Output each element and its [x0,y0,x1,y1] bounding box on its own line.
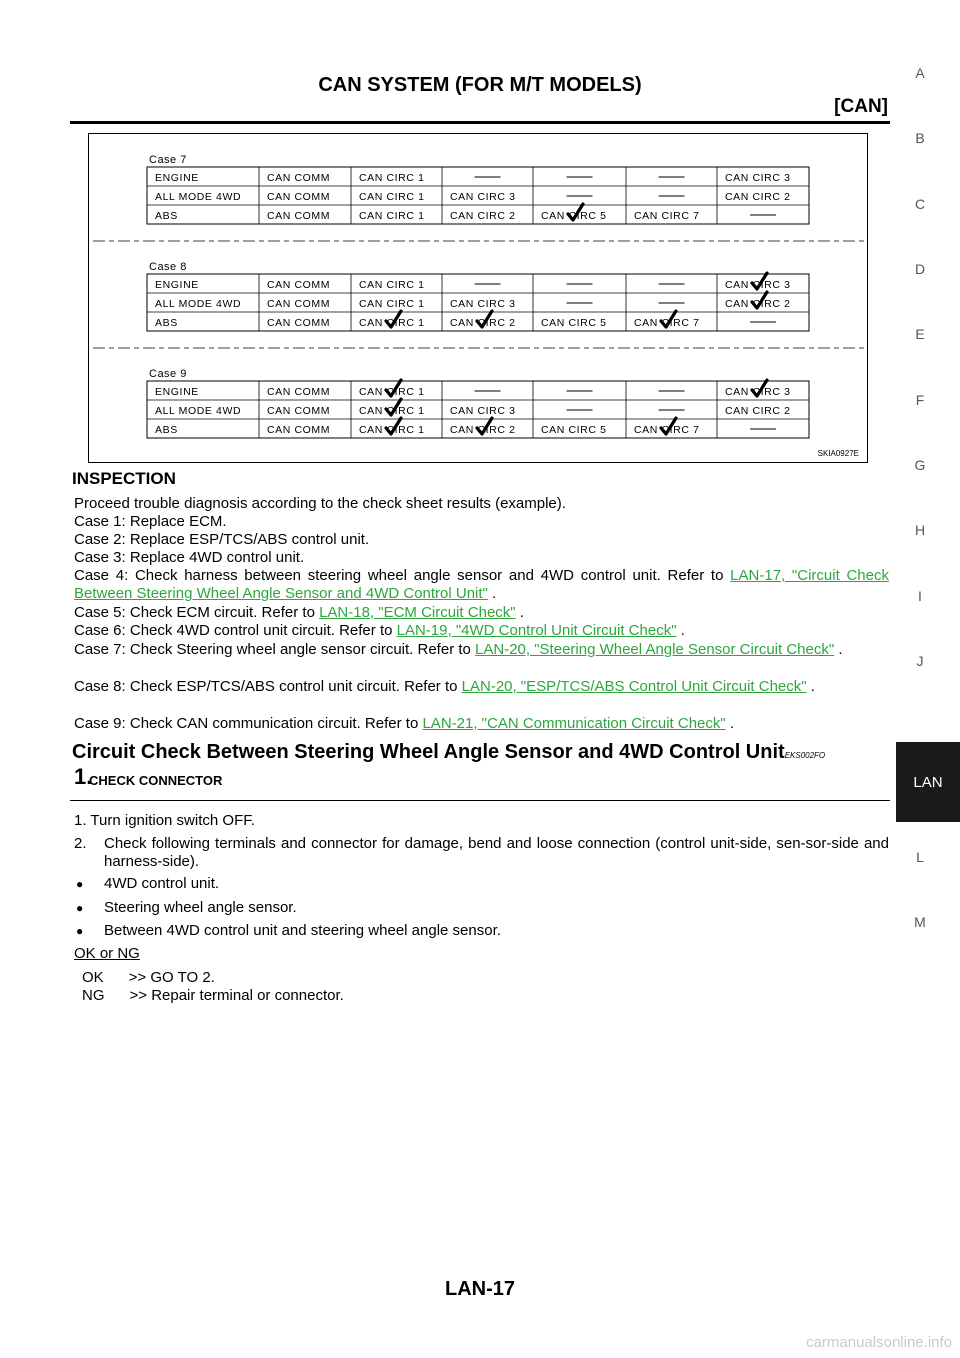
case-7-label: Case 7: Check Steering wheel angle sensor circuit. Refer to [74,641,476,658]
page-header-title: CAN SYSTEM (FOR M/T MODELS) [318,74,642,96]
side-tab-lan[interactable]: LAN [896,742,960,822]
ok-ng-label: OK or NG [74,945,140,962]
cell-text: CAN CIRC 2 [725,405,791,417]
ng-result: NG >> Repair terminal or connector. [82,987,344,1004]
ok-result: OK >> GO TO 2. [82,969,215,986]
side-letter-j[interactable]: J [916,653,924,669]
step-number: 1. [74,764,93,789]
unit-label: ENGINE [155,279,199,291]
bullet-icon: ● [76,924,84,938]
case-9-text [74,715,734,733]
cell-text: CAN CIRC 2 [725,298,791,310]
cell-text: CAN CIRC 1 [359,279,425,291]
cell-text: CAN CIRC 7 [634,210,700,222]
unit-label: ALL MODE 4WD [155,405,242,417]
side-letter-f[interactable]: F [915,392,925,408]
step-divider [70,800,890,801]
check-sheet-figure [88,133,868,463]
case-title: Case 7 [149,154,187,166]
bullet-icon: ● [76,877,84,891]
cell-text: CAN CIRC 3 [450,298,516,310]
bullet-item-3: Between 4WD control unit and steering wheel angle sensor. [104,922,501,939]
unit-label: ABS [155,424,178,436]
case-5-link[interactable]: LAN-18, "ECM Circuit Check" [319,604,516,621]
cell-text: CAN CIRC 5 [541,424,607,436]
circuit-check-heading [72,741,825,764]
cell-text: CAN COMM [267,279,331,291]
cell-text: CAN CIRC 3 [725,386,791,398]
case-8-label: Case 8: Check ESP/TCS/ABS control unit circuit. Refer to [74,678,462,695]
cell-text: CAN CIRC 2 [450,210,516,222]
step-item-2-number: 2. [74,835,87,852]
cell-text: CAN CIRC 1 [359,405,425,417]
cell-text: CAN CIRC 7 [634,424,700,436]
cell-text: CAN CIRC 1 [359,298,425,310]
bullet-icon: ● [76,901,84,915]
cell-text: CAN CIRC 2 [450,317,516,329]
case-9-link[interactable]: LAN-21, "CAN Communication Circuit Check" [422,715,726,732]
case-8-period: . [806,678,815,695]
cell-text: CAN CIRC 7 [634,317,700,329]
case-6-text [74,622,685,640]
side-letter-m[interactable]: M [914,914,926,930]
step-item-2: Check following terminals and connector for damage, bend and loose connection (control unit-side, sen-sor-side and harness-side). [104,835,889,870]
cell-text: CAN CIRC 3 [450,191,516,203]
cell-text: CAN COMM [267,191,331,203]
cell-text: CAN CIRC 1 [359,317,425,329]
step-title: CHECK CONNECTOR [89,773,223,788]
side-letter-h[interactable]: H [914,522,926,538]
watermark: carmanualsonline.info [806,1334,952,1351]
cell-text: CAN CIRC 3 [725,279,791,291]
cell-text: CAN COMM [267,298,331,310]
cell-text: CAN COMM [267,405,331,417]
unit-label: ENGINE [155,386,199,398]
case-5-period: . [515,604,524,621]
cell-text: CAN COMM [267,386,331,398]
case-4-link[interactable]: LAN-17, "Circuit Check Between Steering Wheel Angle Sensor and 4WD Control Unit" [74,567,889,602]
side-letter-l[interactable]: L [916,849,924,865]
case-8-text [74,678,889,696]
cell-text: CAN CIRC 1 [359,191,425,203]
side-letter-a[interactable]: A [915,65,925,81]
side-letter-c[interactable]: C [914,196,926,212]
cell-text: CAN CIRC 2 [450,424,516,436]
cell-text: CAN CIRC 5 [541,317,607,329]
side-letter-i[interactable]: I [918,588,922,604]
circuit-check-title: Circuit Check Between Steering Wheel Angle Sensor and 4WD Control Unit [72,741,785,763]
case-8-link[interactable]: LAN-20, "ESP/TCS/ABS Control Unit Circuit Check" [461,678,807,695]
case-7-period: . [834,641,843,658]
case-6-label: Case 6: Check 4WD control unit circuit. Refer to [74,622,397,639]
case-3-text: Case 3: Replace 4WD control unit. [74,549,305,566]
cell-text: CAN CIRC 5 [541,210,607,222]
case-4-period: . [487,585,497,602]
side-letter-d[interactable]: D [914,261,926,277]
case-4-text [74,567,889,603]
inspection-intro: Proceed trouble diagnosis according to the check sheet results (example). [74,495,566,512]
step-item-1: 1. Turn ignition switch OFF. [74,812,255,829]
case-5-text [74,604,524,622]
unit-label: ALL MODE 4WD [155,298,242,310]
side-letter-e[interactable]: E [915,326,925,342]
check-sheet-diagram [89,134,869,464]
bullet-item-2: Steering wheel angle sensor. [104,899,297,916]
case-9-label: Case 9: Check CAN communication circuit. Refer to [74,715,423,732]
bullet-item-1: 4WD control unit. [104,875,220,892]
section-label: [CAN] [834,96,888,117]
figure-id: SKIA0927E [817,449,859,458]
cell-text: CAN COMM [267,317,331,329]
side-letter-b[interactable]: B [915,130,925,146]
case-title: Case 9 [149,368,187,380]
case-7-link[interactable]: LAN-20, "Steering Wheel Angle Sensor Circuit Check" [475,641,835,658]
case-4-label: Case 4: Check harness between steering wheel angle sensor and 4WD control unit. Refer to [74,567,731,584]
inspection-heading: INSPECTION [72,469,176,488]
cell-text: CAN CIRC 1 [359,386,425,398]
case-9-period: . [725,715,735,732]
case-2-text: Case 2: Replace ESP/TCS/ABS control unit. [74,531,370,548]
unit-label: ALL MODE 4WD [155,191,242,203]
unit-label: ENGINE [155,172,199,184]
case-6-link[interactable]: LAN-19, "4WD Control Unit Circuit Check" [396,622,677,639]
cell-text: CAN COMM [267,424,331,436]
cell-text: CAN CIRC 1 [359,210,425,222]
unit-label: ABS [155,210,178,222]
case-5-label: Case 5: Check ECM circuit. Refer to [74,604,320,621]
case-title: Case 8 [149,261,187,273]
cell-text: CAN CIRC 3 [725,172,791,184]
page-number: LAN-17 [444,1278,515,1300]
case-6-period: . [676,622,685,639]
cell-text: CAN COMM [267,210,331,222]
unit-label: ABS [155,317,178,329]
cell-text: CAN COMM [267,172,331,184]
case-1-text: Case 1: Replace ECM. [74,513,227,530]
side-letter-g[interactable]: G [914,457,926,473]
case-7-text [74,641,889,659]
cell-text: CAN CIRC 1 [359,172,425,184]
header-rule [70,121,890,124]
cell-text: CAN CIRC 2 [725,191,791,203]
section-code: EKS002FO [784,751,826,760]
cell-text: CAN CIRC 1 [359,424,425,436]
cell-text: CAN CIRC 3 [450,405,516,417]
